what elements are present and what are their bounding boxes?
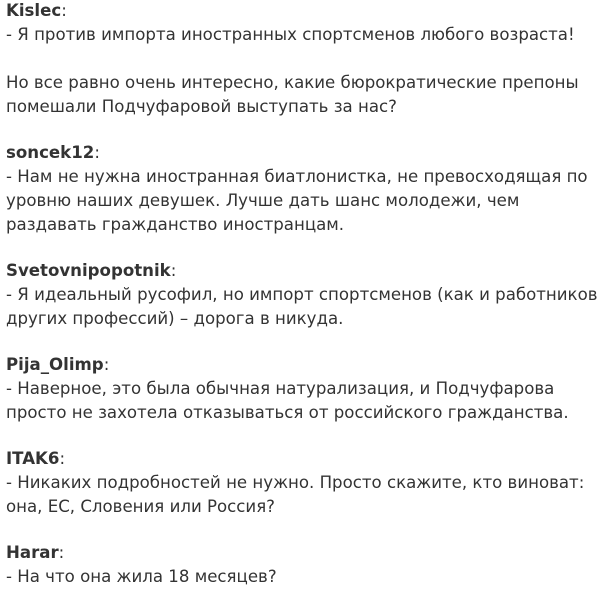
comment — [6, 141, 598, 237]
comment-text: - Никаких подробностей не нужно. Просто скажите, кто виноват: она, ЕС, Словения или Россия? — [6, 473, 585, 516]
comment — [6, 541, 598, 589]
comment-text: - Наверное, это была обычная натурализация, и Подчуфарова просто не захотела отказываться от российского гражданства. — [6, 379, 569, 422]
comment-author-line: Harar: — [6, 543, 65, 562]
comment-author: Harar — [6, 543, 59, 562]
comment-text: - Я против импорта иностранных спортсменов любого возраста! — [6, 25, 575, 44]
comment-author: soncek12 — [6, 143, 95, 162]
comment-author: ITAK6 — [6, 449, 60, 468]
comment — [6, 259, 598, 331]
comment-author-line: Kislec: — [6, 1, 67, 20]
comment-author: Kislec — [6, 1, 62, 20]
comment — [6, 447, 598, 519]
comment-text: Но все равно очень интересно, какие бюрократические препоны помешали Подчуфаровой выступать за нас? — [6, 73, 579, 116]
comment-author: Svetovnipopotnik — [6, 261, 171, 280]
comment-author-line: Svetovnipopotnik: — [6, 261, 177, 280]
comment — [6, 0, 598, 119]
comment-text: - Нам не нужна иностранная биатлонистка, не превосходящая по уровню наших девушек. Лучше дать шанс молодежи, чем раздавать гражданство иностранцам. — [6, 167, 588, 234]
comment-author-line: ITAK6: — [6, 449, 66, 468]
comment-author: Pija_Olimp — [6, 355, 104, 374]
comment-text: - Я идеальный русофил, но импорт спортсменов (как и работников других профессий) – дорога в никуда. — [6, 285, 598, 328]
comment-author-line: Pija_Olimp: — [6, 355, 110, 374]
comment-text: - На что она жила 18 месяцев? — [6, 567, 277, 586]
comment — [6, 353, 598, 425]
comment-author-line: soncek12: — [6, 143, 100, 162]
